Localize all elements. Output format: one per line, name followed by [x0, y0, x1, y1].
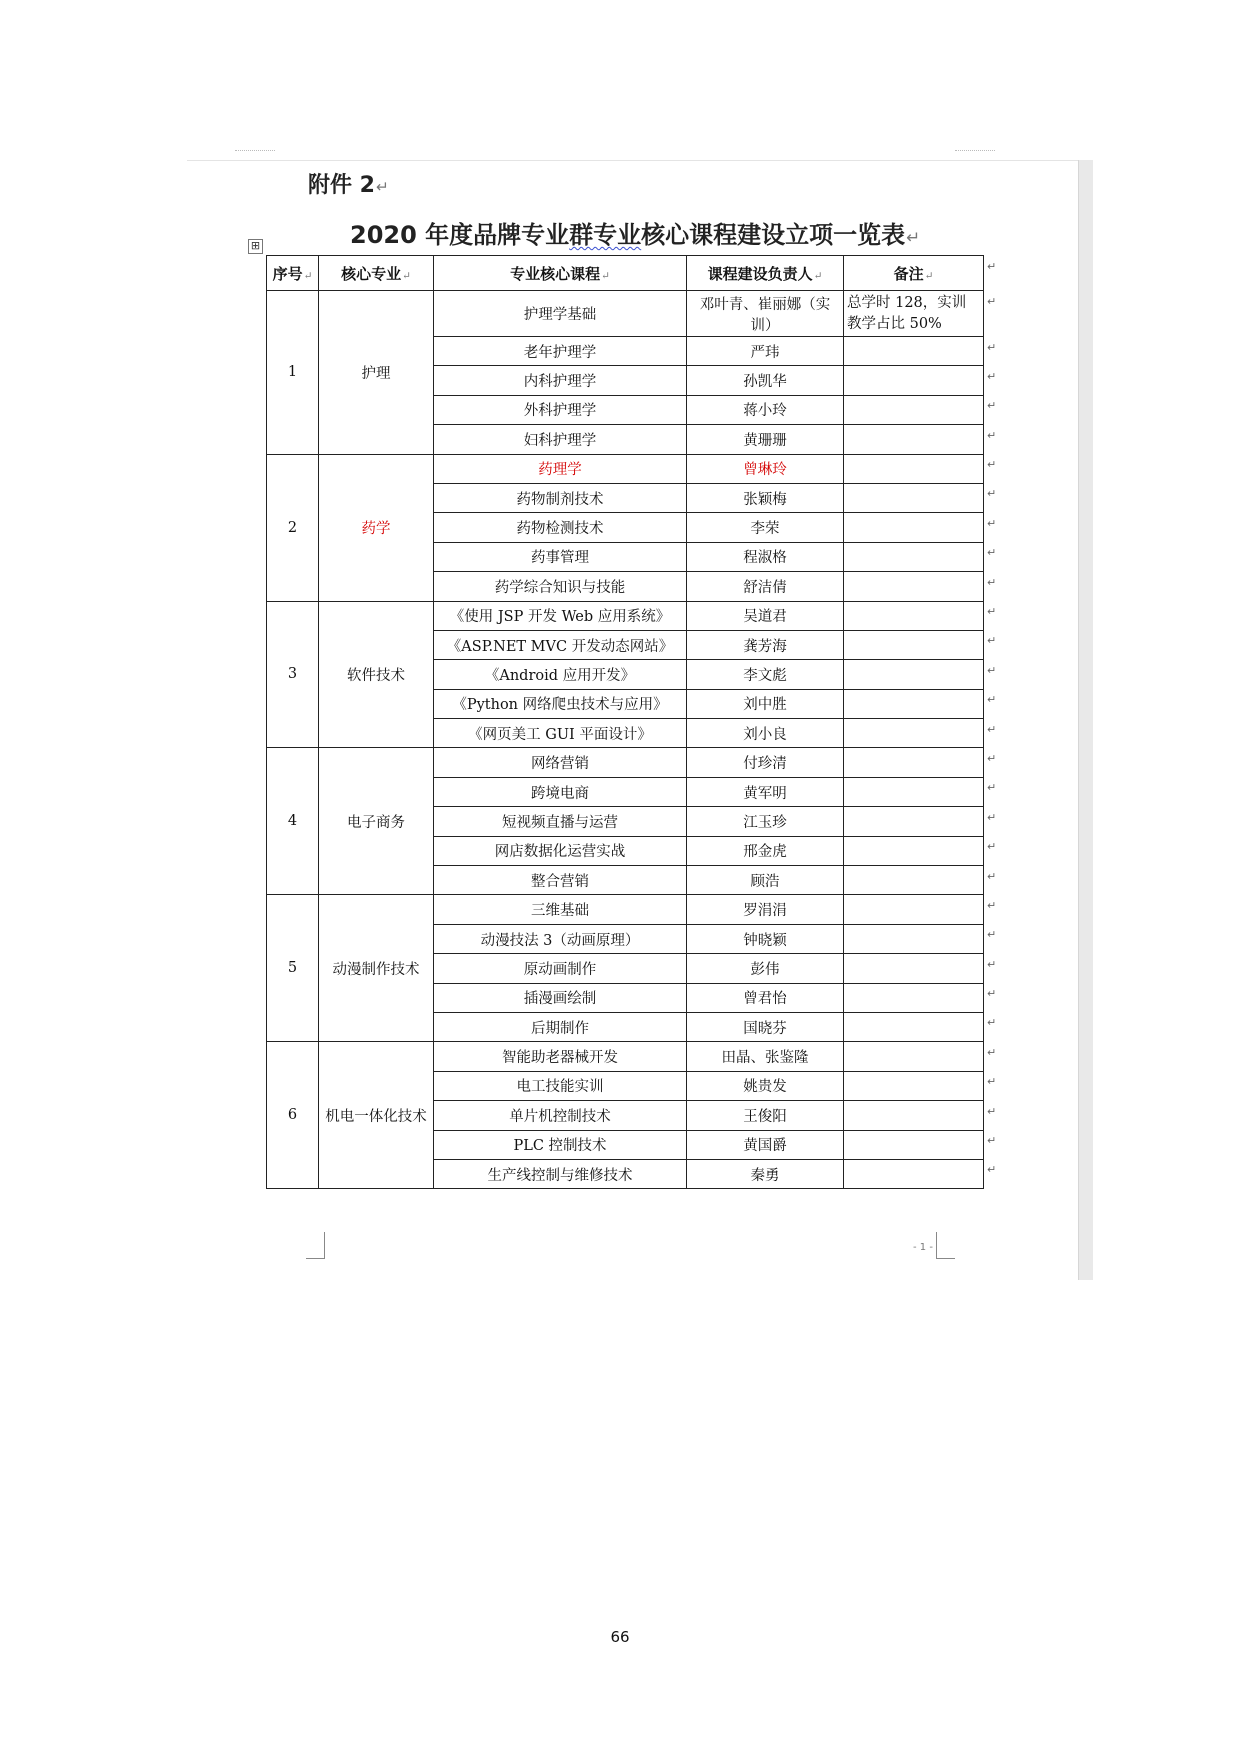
row-end-mark: ↵ [987, 1163, 997, 1177]
cell-leader: 刘小良 [687, 719, 844, 748]
cell-major: 机电一体化技术 [319, 1042, 434, 1189]
cell-course: 单片机控制技术 [434, 1101, 687, 1130]
course-table [266, 255, 984, 1189]
cell-remark [844, 807, 984, 836]
row-end-mark: ↵ [987, 1075, 997, 1089]
header-course: 专业核心课程↵ [434, 256, 687, 291]
cell-leader: 李荣 [687, 513, 844, 542]
row-end-mark: ↵ [987, 516, 997, 530]
row-end-mark: ↵ [987, 987, 997, 1001]
cell-leader: 邓叶青、崔丽娜（实训） [687, 291, 844, 337]
row-end-mark: ↵ [987, 259, 997, 273]
header-leader: 课程建设负责人↵ [687, 256, 844, 291]
cell-remark [844, 924, 984, 953]
header-major: 核心专业↵ [319, 256, 434, 291]
cell-remark [844, 513, 984, 542]
cell-remark [844, 601, 984, 630]
cell-major: 药学 [319, 454, 434, 601]
cell-no: 6 [267, 1042, 319, 1189]
table-row [267, 291, 984, 337]
cell-course: 动漫技法 3（动画原理） [434, 924, 687, 953]
header-remark: 备注↵ [844, 256, 984, 291]
cell-leader: 吴道君 [687, 601, 844, 630]
cell-leader: 黄珊珊 [687, 425, 844, 454]
margin-corner-mark [306, 1232, 325, 1259]
cell-remark [844, 983, 984, 1012]
cell-remark [844, 895, 984, 924]
cell-leader: 黄国爵 [687, 1130, 844, 1159]
margin-mark [235, 150, 275, 159]
cell-leader: 钟晓颖 [687, 924, 844, 953]
cell-no: 2 [267, 454, 319, 601]
table-row [267, 601, 984, 630]
cell-remark [844, 1130, 984, 1159]
cell-major: 护理 [319, 291, 434, 455]
cell-course: 内科护理学 [434, 366, 687, 395]
table-body [267, 291, 984, 1189]
cell-leader: 蒋小玲 [687, 395, 844, 424]
cell-remark [844, 689, 984, 718]
cell-remark [844, 836, 984, 865]
cell-course: 药事管理 [434, 542, 687, 571]
row-end-mark: ↵ [987, 751, 997, 765]
margin-corner-mark [936, 1232, 955, 1259]
header-no: 序号↵ [267, 256, 319, 291]
cell-leader: 刘中胜 [687, 689, 844, 718]
table-header-row [267, 256, 984, 291]
cell-remark [844, 1159, 984, 1188]
cell-remark [844, 1042, 984, 1071]
footer-page-marker: - 1 - [913, 1242, 933, 1253]
row-end-mark: ↵ [987, 340, 997, 354]
cell-remark [844, 630, 984, 659]
cell-remark [844, 454, 984, 483]
vertical-ruler-strip [1078, 160, 1093, 1280]
table-row [267, 895, 984, 924]
cell-course: 生产线控制与维修技术 [434, 1159, 687, 1188]
row-end-mark: ↵ [987, 928, 997, 942]
cell-leader: 邢金虎 [687, 836, 844, 865]
cell-course: 短视频直播与运营 [434, 807, 687, 836]
row-end-mark: ↵ [987, 605, 997, 619]
cell-course: 整合营销 [434, 866, 687, 895]
cell-remark [844, 660, 984, 689]
row-end-mark: ↵ [987, 810, 997, 824]
row-end-mark: ↵ [987, 575, 997, 589]
cell-no: 4 [267, 748, 319, 895]
row-end-mark: ↵ [987, 1134, 997, 1148]
cell-course: 药物检测技术 [434, 513, 687, 542]
cell-remark [844, 542, 984, 571]
cell-remark [844, 719, 984, 748]
cell-leader: 张颖梅 [687, 483, 844, 512]
cell-course: 电工技能实训 [434, 1071, 687, 1100]
row-end-mark: ↵ [987, 693, 997, 707]
row-end-mark: ↵ [987, 663, 997, 677]
cell-leader: 曾君怡 [687, 983, 844, 1012]
cell-remark [844, 572, 984, 601]
row-end-mark: ↵ [987, 458, 997, 472]
row-end-mark: ↵ [987, 546, 997, 560]
cell-leader: 付珍清 [687, 748, 844, 777]
cell-leader: 罗涓涓 [687, 895, 844, 924]
cell-course: 药物制剂技术 [434, 483, 687, 512]
cell-remark [844, 1101, 984, 1130]
cell-leader: 国晓芬 [687, 1012, 844, 1041]
cell-leader: 彭伟 [687, 954, 844, 983]
cell-leader: 秦勇 [687, 1159, 844, 1188]
row-end-mark: ↵ [987, 781, 997, 795]
cell-remark: 总学时 128，实训教学占比 50% [844, 291, 984, 337]
cell-remark [844, 395, 984, 424]
cell-leader: 田晶、张鉴隆 [687, 1042, 844, 1071]
cell-course: 老年护理学 [434, 337, 687, 366]
cell-course: 《使用 JSP 开发 Web 应用系统》 [434, 601, 687, 630]
cell-leader: 龚芳海 [687, 630, 844, 659]
cell-major: 软件技术 [319, 601, 434, 748]
cell-no: 3 [267, 601, 319, 748]
cell-no: 5 [267, 895, 319, 1042]
attachment-label: 附件 2↵ [308, 173, 389, 198]
cell-remark [844, 777, 984, 806]
row-end-mark: ↵ [987, 1045, 997, 1059]
cell-course: 网店数据化运营实战 [434, 836, 687, 865]
row-end-mark: ↵ [987, 1104, 997, 1118]
cell-leader: 程淑格 [687, 542, 844, 571]
row-end-mark: ↵ [987, 957, 997, 971]
cell-course: 跨境电商 [434, 777, 687, 806]
page-number: 66 [610, 1628, 630, 1646]
page-title: 2020 年度品牌专业群专业核心课程建设立项一览表↵ [350, 221, 921, 249]
cell-course: 三维基础 [434, 895, 687, 924]
cell-course: 原动画制作 [434, 954, 687, 983]
cell-course: 插漫画绘制 [434, 983, 687, 1012]
cell-course: 妇科护理学 [434, 425, 687, 454]
cell-remark [844, 1012, 984, 1041]
row-end-mark: ↵ [987, 722, 997, 736]
cell-course: 护理学基础 [434, 291, 687, 337]
cell-course: 《Python 网络爬虫技术与应用》 [434, 689, 687, 718]
row-end-mark: ↵ [987, 1016, 997, 1030]
cell-course: 智能助老器械开发 [434, 1042, 687, 1071]
cell-remark [844, 748, 984, 777]
cell-leader: 曾琳玲 [687, 454, 844, 483]
cell-course: 《Android 应用开发》 [434, 660, 687, 689]
row-end-mark: ↵ [987, 487, 997, 501]
table-row [267, 454, 984, 483]
cell-course: PLC 控制技术 [434, 1130, 687, 1159]
table-move-handle-icon[interactable]: ⊞ [248, 239, 263, 254]
cell-leader: 孙凯华 [687, 366, 844, 395]
cell-no: 1 [267, 291, 319, 455]
cell-leader: 王俊阳 [687, 1101, 844, 1130]
cell-course: 《ASP.NET MVC 开发动态网站》 [434, 630, 687, 659]
cell-leader: 黄军明 [687, 777, 844, 806]
row-end-mark: ↵ [987, 399, 997, 413]
row-end-mark: ↵ [987, 369, 997, 383]
cell-remark [844, 337, 984, 366]
cell-leader: 顾浩 [687, 866, 844, 895]
table-row [267, 1042, 984, 1071]
row-end-mark: ↵ [987, 294, 997, 308]
cell-course: 网络营销 [434, 748, 687, 777]
cell-remark [844, 866, 984, 895]
cell-course: 后期制作 [434, 1012, 687, 1041]
row-end-mark: ↵ [987, 840, 997, 854]
margin-mark [955, 150, 995, 159]
cell-major: 电子商务 [319, 748, 434, 895]
cell-leader: 江玉珍 [687, 807, 844, 836]
cell-leader: 舒洁倩 [687, 572, 844, 601]
cell-remark [844, 1071, 984, 1100]
row-end-mark: ↵ [987, 634, 997, 648]
cell-course: 药学综合知识与技能 [434, 572, 687, 601]
row-end-mark: ↵ [987, 869, 997, 883]
cell-course: 《网页美工 GUI 平面设计》 [434, 719, 687, 748]
row-end-mark: ↵ [987, 428, 997, 442]
cell-course: 外科护理学 [434, 395, 687, 424]
cell-course: 药理学 [434, 454, 687, 483]
cell-leader: 姚贵发 [687, 1071, 844, 1100]
cell-leader: 严玮 [687, 337, 844, 366]
table-row [267, 748, 984, 777]
cell-remark [844, 425, 984, 454]
cell-leader: 李文彪 [687, 660, 844, 689]
row-end-mark: ↵ [987, 898, 997, 912]
cell-remark [844, 483, 984, 512]
cell-remark [844, 954, 984, 983]
cell-remark [844, 366, 984, 395]
cell-major: 动漫制作技术 [319, 895, 434, 1042]
